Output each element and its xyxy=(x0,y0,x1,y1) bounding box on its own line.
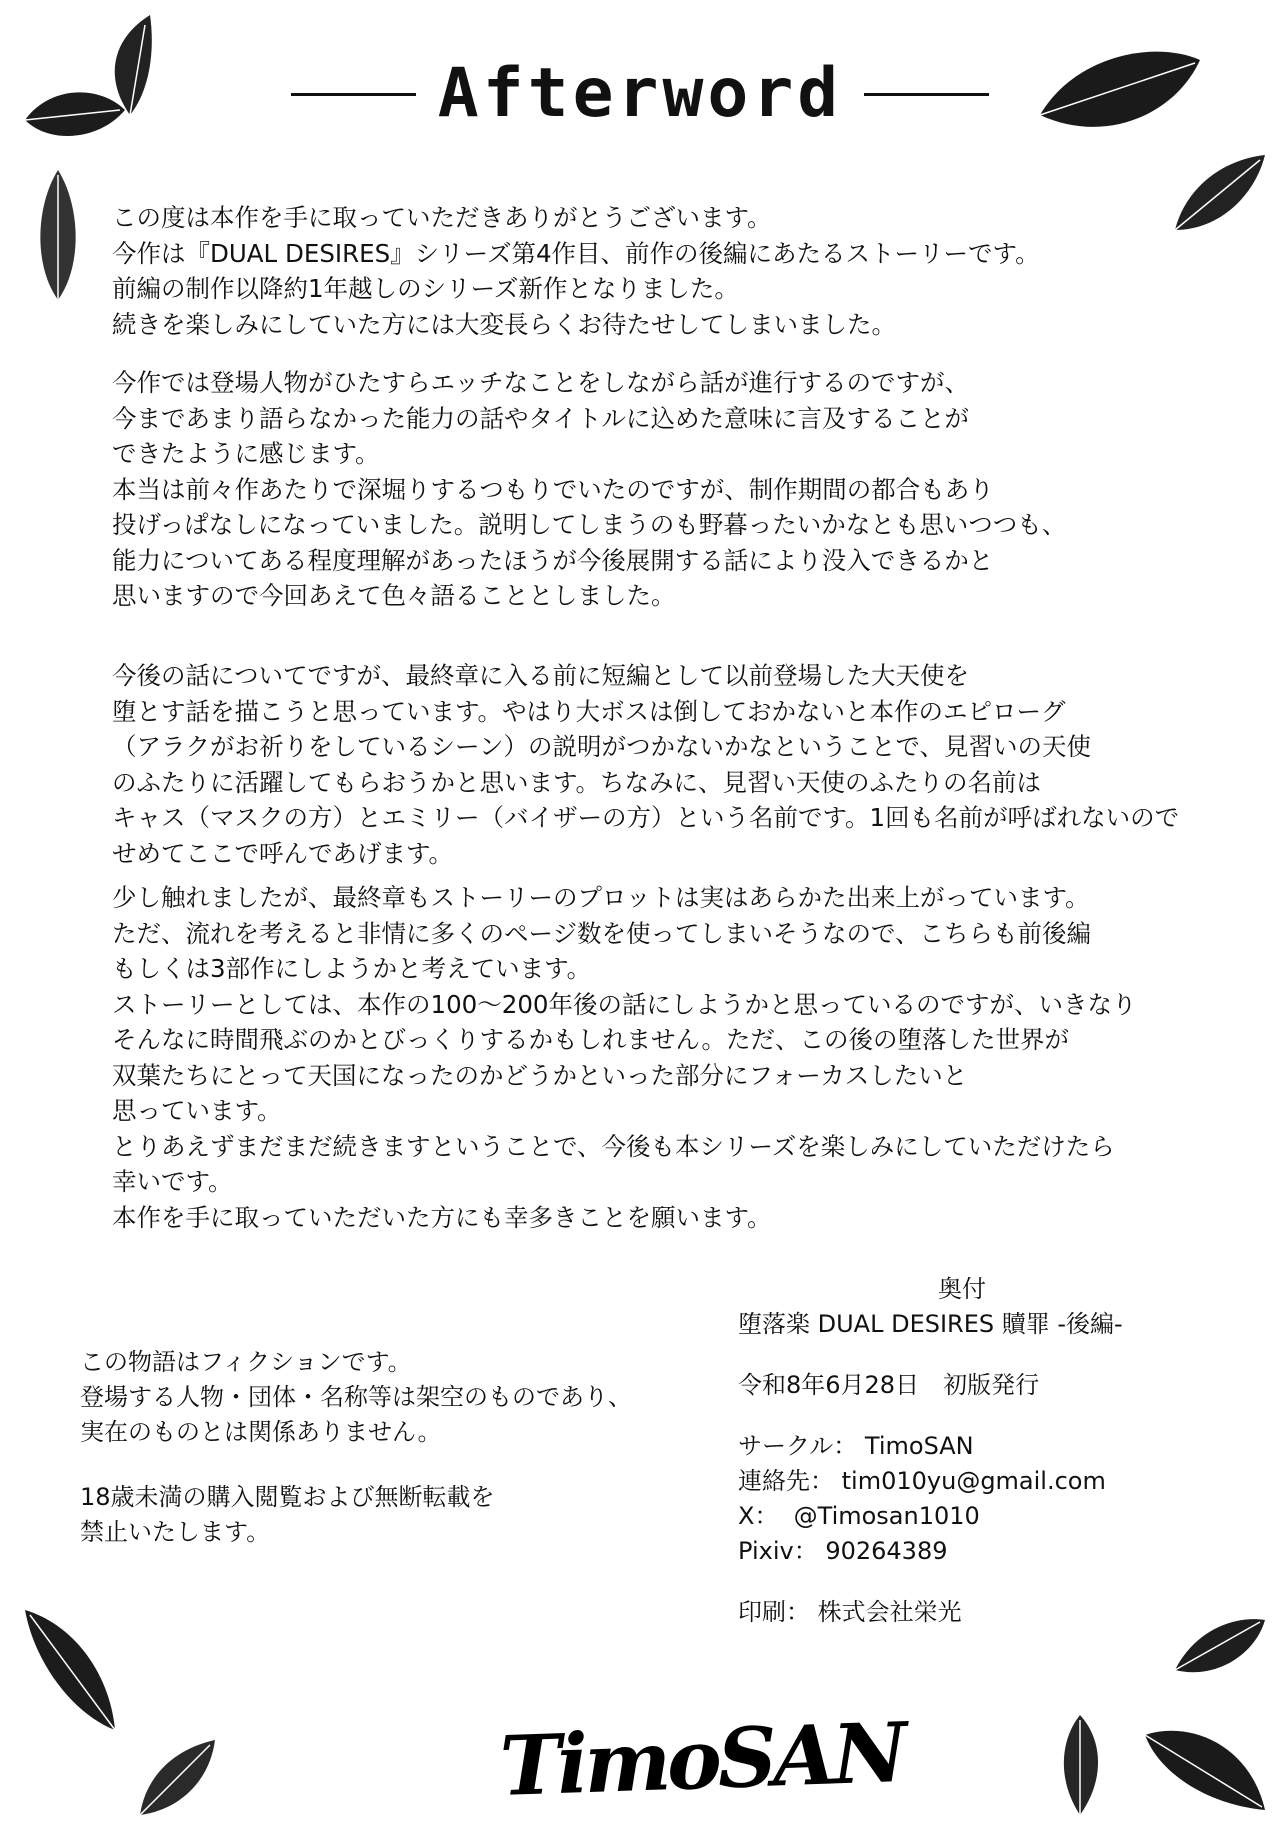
page-title: Afterword xyxy=(437,54,843,133)
colophon-contact-label: 連絡先： xyxy=(738,1467,834,1495)
feather-icon xyxy=(1170,1610,1270,1680)
feather-icon xyxy=(1140,1715,1270,1815)
text-line: （アラクがお祈りをしているシーン）の説明がつかないかなということで、見習いの天使 xyxy=(112,732,1092,761)
colophon-print-label: 印刷： xyxy=(738,1598,810,1626)
paragraph-3 xyxy=(112,658,1182,871)
text-line: 本当は前々作あたりで深堀りするつもりでいたのですが、制作期間の都合もあり xyxy=(112,474,994,504)
text-line: この度は本作を手に取っていただきありがとうございます。 xyxy=(112,203,772,232)
feather-icon xyxy=(28,165,88,305)
colophon-pixiv-label: Pixiv： xyxy=(738,1537,818,1565)
colophon-contact: tim010yu@gmail.com xyxy=(841,1467,1106,1495)
colophon-pixiv: 90264389 xyxy=(825,1537,948,1565)
text-line: ただ、流れを考えると非情に多くのページ数を使ってしまいそうなので、こちらも前後編 xyxy=(112,918,1092,948)
feather-icon xyxy=(1045,1710,1115,1820)
colophon-book-title: 堕落楽 DUAL DESIRES 贖罪 -後編- xyxy=(738,1310,1123,1338)
note-line: 登場する人物・団体・名称等は架空のものであり、 xyxy=(80,1383,632,1411)
text-line: 前編の制作以降約1年越しのシリーズ新作となりました。 xyxy=(112,274,739,303)
feather-icon xyxy=(1170,150,1270,240)
colophon-x-row xyxy=(738,1499,1123,1534)
colophon-printer: 株式会社栄光 xyxy=(817,1598,962,1626)
note-line: 禁止いたします。 xyxy=(80,1518,271,1546)
title-rule-right xyxy=(864,93,989,96)
text-line: せめてここで呼んであげます。 xyxy=(112,838,454,868)
disclaimer-note xyxy=(80,1345,632,1550)
note-line: 18歳未満の購入閲覧および無断転載を xyxy=(80,1483,495,1511)
text-line: とりあえずまだまだ続きますということで、今後も本シリーズを楽しみにしていただけたら xyxy=(112,1131,1115,1161)
colophon xyxy=(738,1272,1123,1630)
text-line: 思っています。 xyxy=(112,1096,282,1125)
text-line: 堕とす話を描こうと思っています。やはり大ボスは倒しておかないと本作のエピローグ xyxy=(112,696,1066,726)
paragraph-1 xyxy=(112,200,1182,342)
colophon-heading: 奥付 xyxy=(938,1275,986,1303)
title-rule-left xyxy=(291,93,416,96)
colophon-pixiv-row xyxy=(738,1534,1123,1569)
text-line: 少し触れましたが、最終章もストーリーのプロットは実はあらかた出来上がっています。 xyxy=(112,883,1090,912)
paragraph-4 xyxy=(112,880,1182,1235)
text-line: のふたりに活躍してもらおうかと思います。ちなみに、見習い天使のふたりの名前は xyxy=(112,767,1042,797)
colophon-print-row xyxy=(738,1595,1123,1630)
colophon-x-handle: @Timosan1010 xyxy=(793,1502,980,1530)
text-line: 本作を手に取っていただいた方にも幸多きことを願います。 xyxy=(112,1202,772,1232)
colophon-date: 令和8年6月28日 初版発行 xyxy=(738,1371,1040,1399)
text-line: キャス（マスクの方）とエミリー（バイザーの方）という名前です。1回も名前が呼ばれないので xyxy=(112,803,1180,832)
colophon-circle-label: サークル： xyxy=(738,1432,858,1460)
colophon-circle-row xyxy=(738,1429,1123,1464)
note-line: 実在のものとは関係ありません。 xyxy=(80,1418,442,1446)
text-line: ストーリーとしては、本作の100〜200年後の話にしようかと思っているのですが、いきなり xyxy=(112,989,1137,1019)
text-line: 投げっぱなしになっていました。説明してしまうのも野暮ったいかなとも思いつつも、 xyxy=(112,510,1067,539)
text-line: 能力についてある程度理解があったほうが今後展開する話により没入できるかと xyxy=(112,545,994,575)
colophon-x-label: X： xyxy=(738,1502,779,1530)
text-line: 今まであまり語らなかった能力の話やタイトルに込めた意味に言及することが xyxy=(112,403,970,433)
text-line: 今作は『DUAL DESIRES』シリーズ第4作目、前作の後編にあたるストーリーです。 xyxy=(112,238,1040,268)
text-line: もしくは3部作にしようかと考えています。 xyxy=(112,954,592,983)
feather-icon xyxy=(15,1605,125,1735)
text-line: 今後の話についてですが、最終章に入る前に短編として以前登場した大天使を xyxy=(112,661,970,690)
text-line: 思いますので今回あえて色々語ることとしました。 xyxy=(112,581,676,610)
colophon-circle: TimoSAN xyxy=(864,1432,974,1460)
text-line: 幸いです。 xyxy=(112,1167,233,1196)
text-line: そんなに時間飛ぶのかとびっくりするかもしれません。ただ、この後の堕落した世界が xyxy=(112,1025,1069,1054)
text-line: 今作では登場人物がひたすらエッチなことをしながら話が進行するのですが、 xyxy=(112,368,970,397)
title-row xyxy=(0,54,1280,133)
text-line: 続きを楽しみにしていた方には大変長らくお待たせしてしまいました。 xyxy=(112,309,896,339)
text-line: 双葉たちにとって天国になったのかどうかといった部分にフォーカスしたいと xyxy=(112,1060,968,1090)
colophon-contact-row xyxy=(738,1464,1123,1499)
paragraph-2 xyxy=(112,365,1182,614)
feather-icon xyxy=(130,1730,220,1820)
text-line: できたように感じます。 xyxy=(112,439,380,468)
note-line: この物語はフィクションです。 xyxy=(80,1348,412,1376)
signature-logo: TimoSAN xyxy=(498,1704,905,1816)
